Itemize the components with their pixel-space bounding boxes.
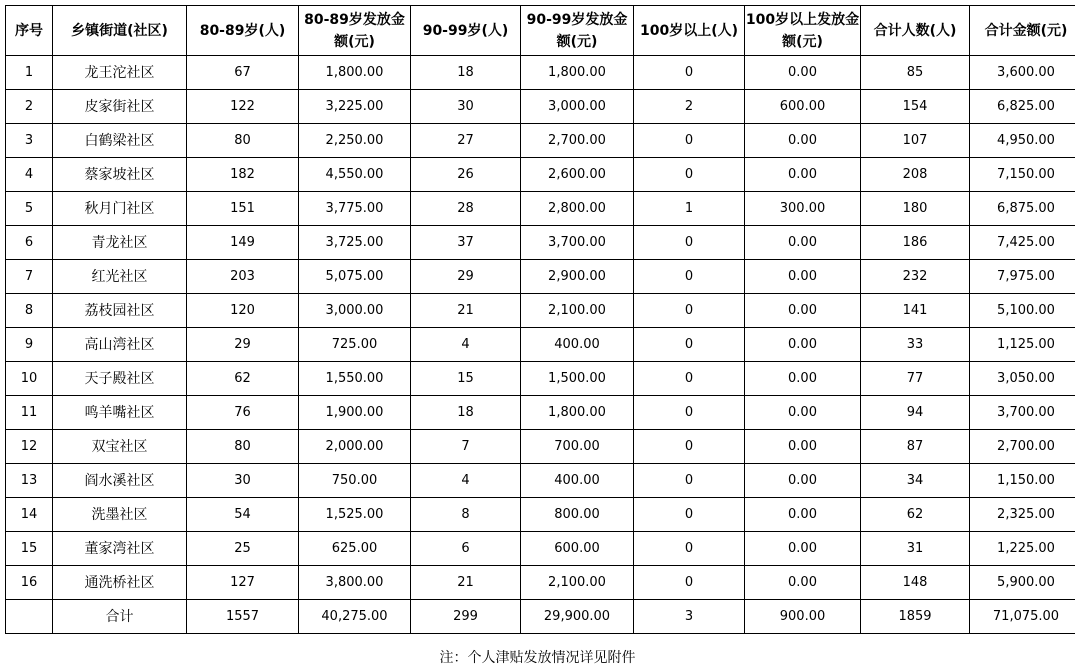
cell-total-count: 77 bbox=[861, 362, 970, 396]
cell-index: 13 bbox=[6, 464, 53, 498]
cell-total-count: 208 bbox=[861, 158, 970, 192]
cell-community: 皮家街社区 bbox=[53, 90, 187, 124]
cell-total-count: 31 bbox=[861, 532, 970, 566]
cell-amount-80-89: 625.00 bbox=[299, 532, 411, 566]
cell-amount-90-99: 2,700.00 bbox=[521, 124, 634, 158]
cell-amount-90-99: 2,100.00 bbox=[521, 566, 634, 600]
table-row bbox=[6, 532, 1075, 566]
cell-community: 蔡家坡社区 bbox=[53, 158, 187, 192]
cell-count-80-89: 120 bbox=[187, 294, 299, 328]
cell-count-80-89: 54 bbox=[187, 498, 299, 532]
cell-index: 14 bbox=[6, 498, 53, 532]
cell-amount-80-89: 1,525.00 bbox=[299, 498, 411, 532]
header-index: 序号 bbox=[6, 6, 53, 56]
cell-amount-80-89: 2,250.00 bbox=[299, 124, 411, 158]
cell-count-80-89: 62 bbox=[187, 362, 299, 396]
cell-amount-100-plus: 0.00 bbox=[745, 532, 861, 566]
cell-amount-90-99: 2,100.00 bbox=[521, 294, 634, 328]
cell-count-90-99: 7 bbox=[411, 430, 521, 464]
cell-total-amount: 6,875.00 bbox=[970, 192, 1075, 226]
cell-amount-80-89: 1,550.00 bbox=[299, 362, 411, 396]
table-row bbox=[6, 498, 1075, 532]
table-row bbox=[6, 396, 1075, 430]
cell-amount-100-plus: 0.00 bbox=[745, 158, 861, 192]
total-count-90-99: 299 bbox=[411, 600, 521, 634]
cell-amount-90-99: 3,000.00 bbox=[521, 90, 634, 124]
cell-count-80-89: 122 bbox=[187, 90, 299, 124]
cell-count-90-99: 26 bbox=[411, 158, 521, 192]
table-row bbox=[6, 226, 1075, 260]
cell-amount-100-plus: 0.00 bbox=[745, 294, 861, 328]
cell-total-count: 141 bbox=[861, 294, 970, 328]
cell-count-100-plus: 0 bbox=[634, 498, 745, 532]
cell-amount-100-plus: 600.00 bbox=[745, 90, 861, 124]
cell-index: 2 bbox=[6, 90, 53, 124]
cell-count-90-99: 6 bbox=[411, 532, 521, 566]
table-row bbox=[6, 566, 1075, 600]
cell-index: 8 bbox=[6, 294, 53, 328]
cell-community: 董家湾社区 bbox=[53, 532, 187, 566]
cell-count-90-99: 30 bbox=[411, 90, 521, 124]
cell-community: 龙王沱社区 bbox=[53, 56, 187, 90]
cell-count-100-plus: 0 bbox=[634, 396, 745, 430]
cell-count-100-plus: 0 bbox=[634, 226, 745, 260]
cell-count-80-89: 76 bbox=[187, 396, 299, 430]
header-total-amount: 合计金额(元) bbox=[970, 6, 1075, 56]
cell-community: 白鹤梁社区 bbox=[53, 124, 187, 158]
table-row bbox=[6, 430, 1075, 464]
cell-total-amount: 2,700.00 bbox=[970, 430, 1075, 464]
table-row bbox=[6, 158, 1075, 192]
cell-amount-80-89: 3,000.00 bbox=[299, 294, 411, 328]
cell-amount-100-plus: 300.00 bbox=[745, 192, 861, 226]
cell-total-count: 186 bbox=[861, 226, 970, 260]
cell-index: 4 bbox=[6, 158, 53, 192]
cell-total-amount: 1,125.00 bbox=[970, 328, 1075, 362]
cell-count-90-99: 28 bbox=[411, 192, 521, 226]
cell-count-90-99: 4 bbox=[411, 328, 521, 362]
cell-count-100-plus: 0 bbox=[634, 566, 745, 600]
cell-count-90-99: 21 bbox=[411, 294, 521, 328]
cell-amount-100-plus: 0.00 bbox=[745, 430, 861, 464]
cell-amount-90-99: 2,800.00 bbox=[521, 192, 634, 226]
cell-amount-80-89: 2,000.00 bbox=[299, 430, 411, 464]
cell-total-amount: 7,425.00 bbox=[970, 226, 1075, 260]
total-index-cell bbox=[6, 600, 53, 634]
header-count-100-plus: 100岁以上(人) bbox=[634, 6, 745, 56]
table-row bbox=[6, 56, 1075, 90]
table-row bbox=[6, 294, 1075, 328]
total-count-100-plus: 3 bbox=[634, 600, 745, 634]
subsidy-table bbox=[5, 5, 1075, 634]
cell-community: 秋月门社区 bbox=[53, 192, 187, 226]
header-count-80-89: 80-89岁(人) bbox=[187, 6, 299, 56]
cell-count-90-99: 4 bbox=[411, 464, 521, 498]
cell-total-amount: 7,975.00 bbox=[970, 260, 1075, 294]
total-label: 合计 bbox=[53, 600, 187, 634]
cell-amount-80-89: 3,775.00 bbox=[299, 192, 411, 226]
cell-count-100-plus: 0 bbox=[634, 56, 745, 90]
cell-amount-80-89: 5,075.00 bbox=[299, 260, 411, 294]
cell-count-100-plus: 0 bbox=[634, 532, 745, 566]
cell-count-80-89: 182 bbox=[187, 158, 299, 192]
cell-amount-100-plus: 0.00 bbox=[745, 226, 861, 260]
cell-total-count: 87 bbox=[861, 430, 970, 464]
cell-total-count: 62 bbox=[861, 498, 970, 532]
cell-community: 鸣羊嘴社区 bbox=[53, 396, 187, 430]
cell-count-80-89: 151 bbox=[187, 192, 299, 226]
cell-total-amount: 5,100.00 bbox=[970, 294, 1075, 328]
cell-amount-90-99: 700.00 bbox=[521, 430, 634, 464]
cell-index: 16 bbox=[6, 566, 53, 600]
cell-community: 荔枝园社区 bbox=[53, 294, 187, 328]
cell-community: 通洗桥社区 bbox=[53, 566, 187, 600]
cell-count-100-plus: 0 bbox=[634, 328, 745, 362]
cell-count-100-plus: 0 bbox=[634, 294, 745, 328]
cell-amount-80-89: 3,800.00 bbox=[299, 566, 411, 600]
cell-amount-100-plus: 0.00 bbox=[745, 328, 861, 362]
table-row bbox=[6, 90, 1075, 124]
cell-community: 阎水溪社区 bbox=[53, 464, 187, 498]
cell-community: 红光社区 bbox=[53, 260, 187, 294]
cell-index: 7 bbox=[6, 260, 53, 294]
cell-count-90-99: 8 bbox=[411, 498, 521, 532]
cell-amount-80-89: 3,225.00 bbox=[299, 90, 411, 124]
cell-count-80-89: 80 bbox=[187, 124, 299, 158]
cell-total-count: 85 bbox=[861, 56, 970, 90]
cell-count-90-99: 18 bbox=[411, 56, 521, 90]
cell-amount-90-99: 400.00 bbox=[521, 328, 634, 362]
cell-total-amount: 5,900.00 bbox=[970, 566, 1075, 600]
cell-amount-100-plus: 0.00 bbox=[745, 124, 861, 158]
cell-count-90-99: 15 bbox=[411, 362, 521, 396]
cell-count-90-99: 37 bbox=[411, 226, 521, 260]
cell-total-amount: 2,325.00 bbox=[970, 498, 1075, 532]
cell-total-count: 180 bbox=[861, 192, 970, 226]
cell-count-80-89: 127 bbox=[187, 566, 299, 600]
cell-amount-90-99: 1,800.00 bbox=[521, 56, 634, 90]
cell-amount-80-89: 750.00 bbox=[299, 464, 411, 498]
total-amount-100-plus: 900.00 bbox=[745, 600, 861, 634]
cell-count-90-99: 18 bbox=[411, 396, 521, 430]
table-row bbox=[6, 464, 1075, 498]
cell-amount-100-plus: 0.00 bbox=[745, 464, 861, 498]
cell-index: 6 bbox=[6, 226, 53, 260]
header-amount-90-99: 90-99岁发放金额(元) bbox=[521, 6, 634, 56]
cell-count-100-plus: 0 bbox=[634, 158, 745, 192]
cell-amount-100-plus: 0.00 bbox=[745, 56, 861, 90]
cell-count-90-99: 29 bbox=[411, 260, 521, 294]
total-count-80-89: 1557 bbox=[187, 600, 299, 634]
cell-count-90-99: 21 bbox=[411, 566, 521, 600]
cell-amount-100-plus: 0.00 bbox=[745, 362, 861, 396]
cell-index: 1 bbox=[6, 56, 53, 90]
cell-total-count: 33 bbox=[861, 328, 970, 362]
cell-amount-100-plus: 0.00 bbox=[745, 396, 861, 430]
cell-amount-80-89: 1,800.00 bbox=[299, 56, 411, 90]
cell-count-100-plus: 0 bbox=[634, 124, 745, 158]
cell-count-80-89: 25 bbox=[187, 532, 299, 566]
cell-total-count: 154 bbox=[861, 90, 970, 124]
cell-amount-90-99: 600.00 bbox=[521, 532, 634, 566]
table-row bbox=[6, 192, 1075, 226]
cell-total-amount: 3,700.00 bbox=[970, 396, 1075, 430]
cell-amount-90-99: 400.00 bbox=[521, 464, 634, 498]
cell-total-amount: 3,050.00 bbox=[970, 362, 1075, 396]
cell-index: 9 bbox=[6, 328, 53, 362]
cell-count-100-plus: 2 bbox=[634, 90, 745, 124]
cell-amount-90-99: 3,700.00 bbox=[521, 226, 634, 260]
cell-total-count: 148 bbox=[861, 566, 970, 600]
cell-count-80-89: 203 bbox=[187, 260, 299, 294]
cell-amount-80-89: 4,550.00 bbox=[299, 158, 411, 192]
header-community: 乡镇街道(社区) bbox=[53, 6, 187, 56]
header-count-90-99: 90-99岁(人) bbox=[411, 6, 521, 56]
cell-amount-90-99: 800.00 bbox=[521, 498, 634, 532]
total-row bbox=[6, 600, 1075, 634]
cell-amount-80-89: 3,725.00 bbox=[299, 226, 411, 260]
cell-total-count: 94 bbox=[861, 396, 970, 430]
cell-count-90-99: 27 bbox=[411, 124, 521, 158]
cell-index: 15 bbox=[6, 532, 53, 566]
cell-count-80-89: 29 bbox=[187, 328, 299, 362]
cell-count-80-89: 80 bbox=[187, 430, 299, 464]
cell-community: 洗墨社区 bbox=[53, 498, 187, 532]
cell-amount-80-89: 1,900.00 bbox=[299, 396, 411, 430]
footnote: 注：个人津贴发放情况详见附件 bbox=[439, 650, 636, 666]
cell-total-amount: 7,150.00 bbox=[970, 158, 1075, 192]
cell-community: 高山湾社区 bbox=[53, 328, 187, 362]
header-amount-80-89: 80-89岁发放金额(元) bbox=[299, 6, 411, 56]
total-amount-90-99: 29,900.00 bbox=[521, 600, 634, 634]
cell-community: 双宝社区 bbox=[53, 430, 187, 464]
cell-count-80-89: 67 bbox=[187, 56, 299, 90]
table-row bbox=[6, 124, 1075, 158]
cell-amount-90-99: 2,600.00 bbox=[521, 158, 634, 192]
cell-index: 3 bbox=[6, 124, 53, 158]
cell-amount-90-99: 2,900.00 bbox=[521, 260, 634, 294]
total-total-amount: 71,075.00 bbox=[970, 600, 1075, 634]
cell-count-100-plus: 1 bbox=[634, 192, 745, 226]
cell-amount-90-99: 1,800.00 bbox=[521, 396, 634, 430]
cell-amount-100-plus: 0.00 bbox=[745, 260, 861, 294]
cell-count-80-89: 30 bbox=[187, 464, 299, 498]
cell-count-100-plus: 0 bbox=[634, 464, 745, 498]
cell-total-amount: 4,950.00 bbox=[970, 124, 1075, 158]
cell-amount-100-plus: 0.00 bbox=[745, 566, 861, 600]
table-row bbox=[6, 328, 1075, 362]
total-total-count: 1859 bbox=[861, 600, 970, 634]
total-amount-80-89: 40,275.00 bbox=[299, 600, 411, 634]
cell-total-amount: 6,825.00 bbox=[970, 90, 1075, 124]
header-total-count: 合计人数(人) bbox=[861, 6, 970, 56]
cell-total-count: 107 bbox=[861, 124, 970, 158]
header-row bbox=[6, 6, 1075, 56]
cell-index: 11 bbox=[6, 396, 53, 430]
table-row bbox=[6, 260, 1075, 294]
cell-count-80-89: 149 bbox=[187, 226, 299, 260]
cell-total-amount: 3,600.00 bbox=[970, 56, 1075, 90]
cell-total-count: 34 bbox=[861, 464, 970, 498]
cell-total-amount: 1,150.00 bbox=[970, 464, 1075, 498]
cell-total-count: 232 bbox=[861, 260, 970, 294]
cell-community: 天子殿社区 bbox=[53, 362, 187, 396]
cell-index: 5 bbox=[6, 192, 53, 226]
cell-index: 12 bbox=[6, 430, 53, 464]
cell-count-100-plus: 0 bbox=[634, 362, 745, 396]
table-body bbox=[6, 56, 1075, 600]
cell-total-amount: 1,225.00 bbox=[970, 532, 1075, 566]
cell-community: 青龙社区 bbox=[53, 226, 187, 260]
cell-index: 10 bbox=[6, 362, 53, 396]
cell-count-100-plus: 0 bbox=[634, 430, 745, 464]
cell-amount-80-89: 725.00 bbox=[299, 328, 411, 362]
cell-count-100-plus: 0 bbox=[634, 260, 745, 294]
cell-amount-90-99: 1,500.00 bbox=[521, 362, 634, 396]
cell-amount-100-plus: 0.00 bbox=[745, 498, 861, 532]
header-amount-100-plus: 100岁以上发放金额(元) bbox=[745, 6, 861, 56]
table-row bbox=[6, 362, 1075, 396]
